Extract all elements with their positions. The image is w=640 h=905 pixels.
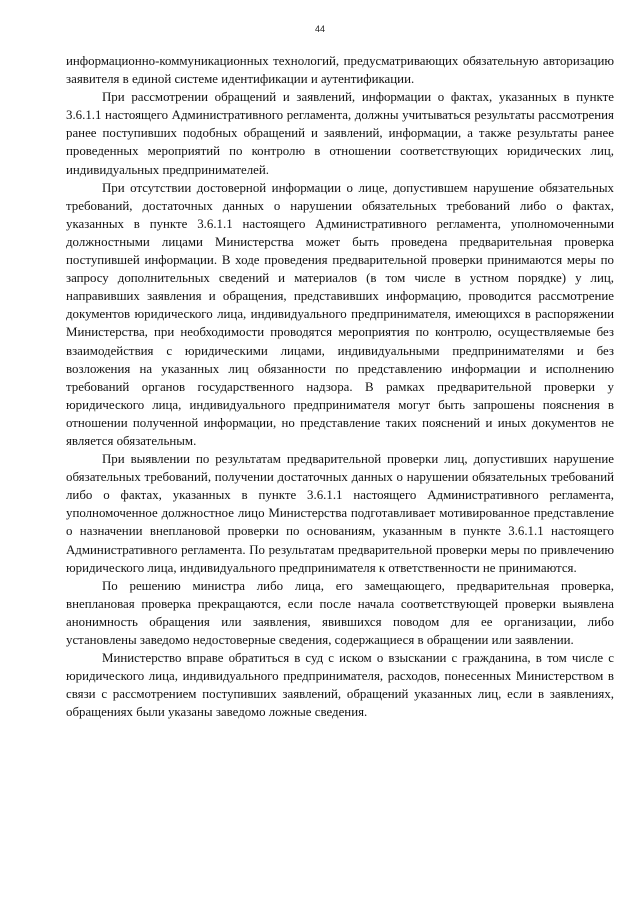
page-number: 44: [314, 24, 325, 34]
paragraph-continuation: информационно-коммуникационных технологий, предусматривающих обязательную авторизацию заявителя в единой системе идентификации и аутентификации.: [66, 54, 614, 87]
paragraph-preliminary-check: При отсутствии достоверной информации о лице, допустившем нарушение обязательных требований, достаточных данных о нарушении обязательных требований либо о фактах, указанных в пункте 3.6.1.1 настоящего Административного регламента, уполномоченными должностными лицами Министерства может быть проведена предварительная проверка поступившей информации. В ходе проведения предварительной проверки принимаются меры по запросу дополнительных сведений и материалов (в том числе в устном порядке) у лиц, направивших заявления и обращения, представивших информацию, проводится рассмотрение документов юридического лица, индивидуального предпринимателя, имеющихся в распоряжении Министерства, при необходимости проводятся мероприятия по контролю, осуществляемые без взаимодействия с юридическими лицами, индивидуальными предпринимателями и без возложения на указанных лиц обязанности по представлению информации и исполнению требований органов государственного надзора. В рамках предварительной проверки у юридического лица, индивидуального предпринимателя могут быть запрошены пояснения в отношении полученной информации, но представление таких пояснений и иных документов не является обязательным.: [66, 180, 614, 448]
paragraph-review-of-appeals: При рассмотрении обращений и заявлений, информации о фактах, указанных в пункте 3.6.1.1 настоящего Административного регламента, должны учитываться результаты рассмотрения ранее поступивших подобных обращений и заявлений, информации, а также результаты ранее проведенных мероприятий по контролю в отношении соответствующих юридических лиц, индивидуальных предпринимателей.: [66, 90, 614, 177]
document-body: [66, 52, 614, 721]
paragraph-court-claim: Министерство вправе обратиться в суд с иском о взыскании с гражданина, в том числе с юридического лица, индивидуального предпринимателя, расходов, понесенных Министерством в связи с рассмотрением поступивших заявлений, обращений указанных лиц, если в заявлениях, обращениях были указаны заведомо ложные сведения.: [66, 651, 614, 720]
paragraph-termination: По решению министра либо лица, его замещающего, предварительная проверка, внеплановая проверка прекращаются, если после начала соответствующей проверки выявлена анонимность обращения или заявления, явившихся поводом для ее организации, либо установлены заведомо недостоверные сведения, содержащиеся в обращении или заявлении.: [66, 578, 614, 647]
paragraph-violation-detection: При выявлении по результатам предварительной проверки лиц, допустивших нарушение обязательных требований, получении достаточных данных о нарушении обязательных требований либо о фактах, указанных в пункте 3.6.1.1 настоящего Административного регламента, уполномоченное должностное лицо Министерства подготавливает мотивированное представление о назначении внеплановой проверки по основаниям, указанным в пункте 3.6.1.1 настоящего Административного регламента. По результатам предварительной проверки меры по привлечению юридического лица, индивидуального предпринимателя к ответственности не принимаются.: [66, 452, 614, 575]
